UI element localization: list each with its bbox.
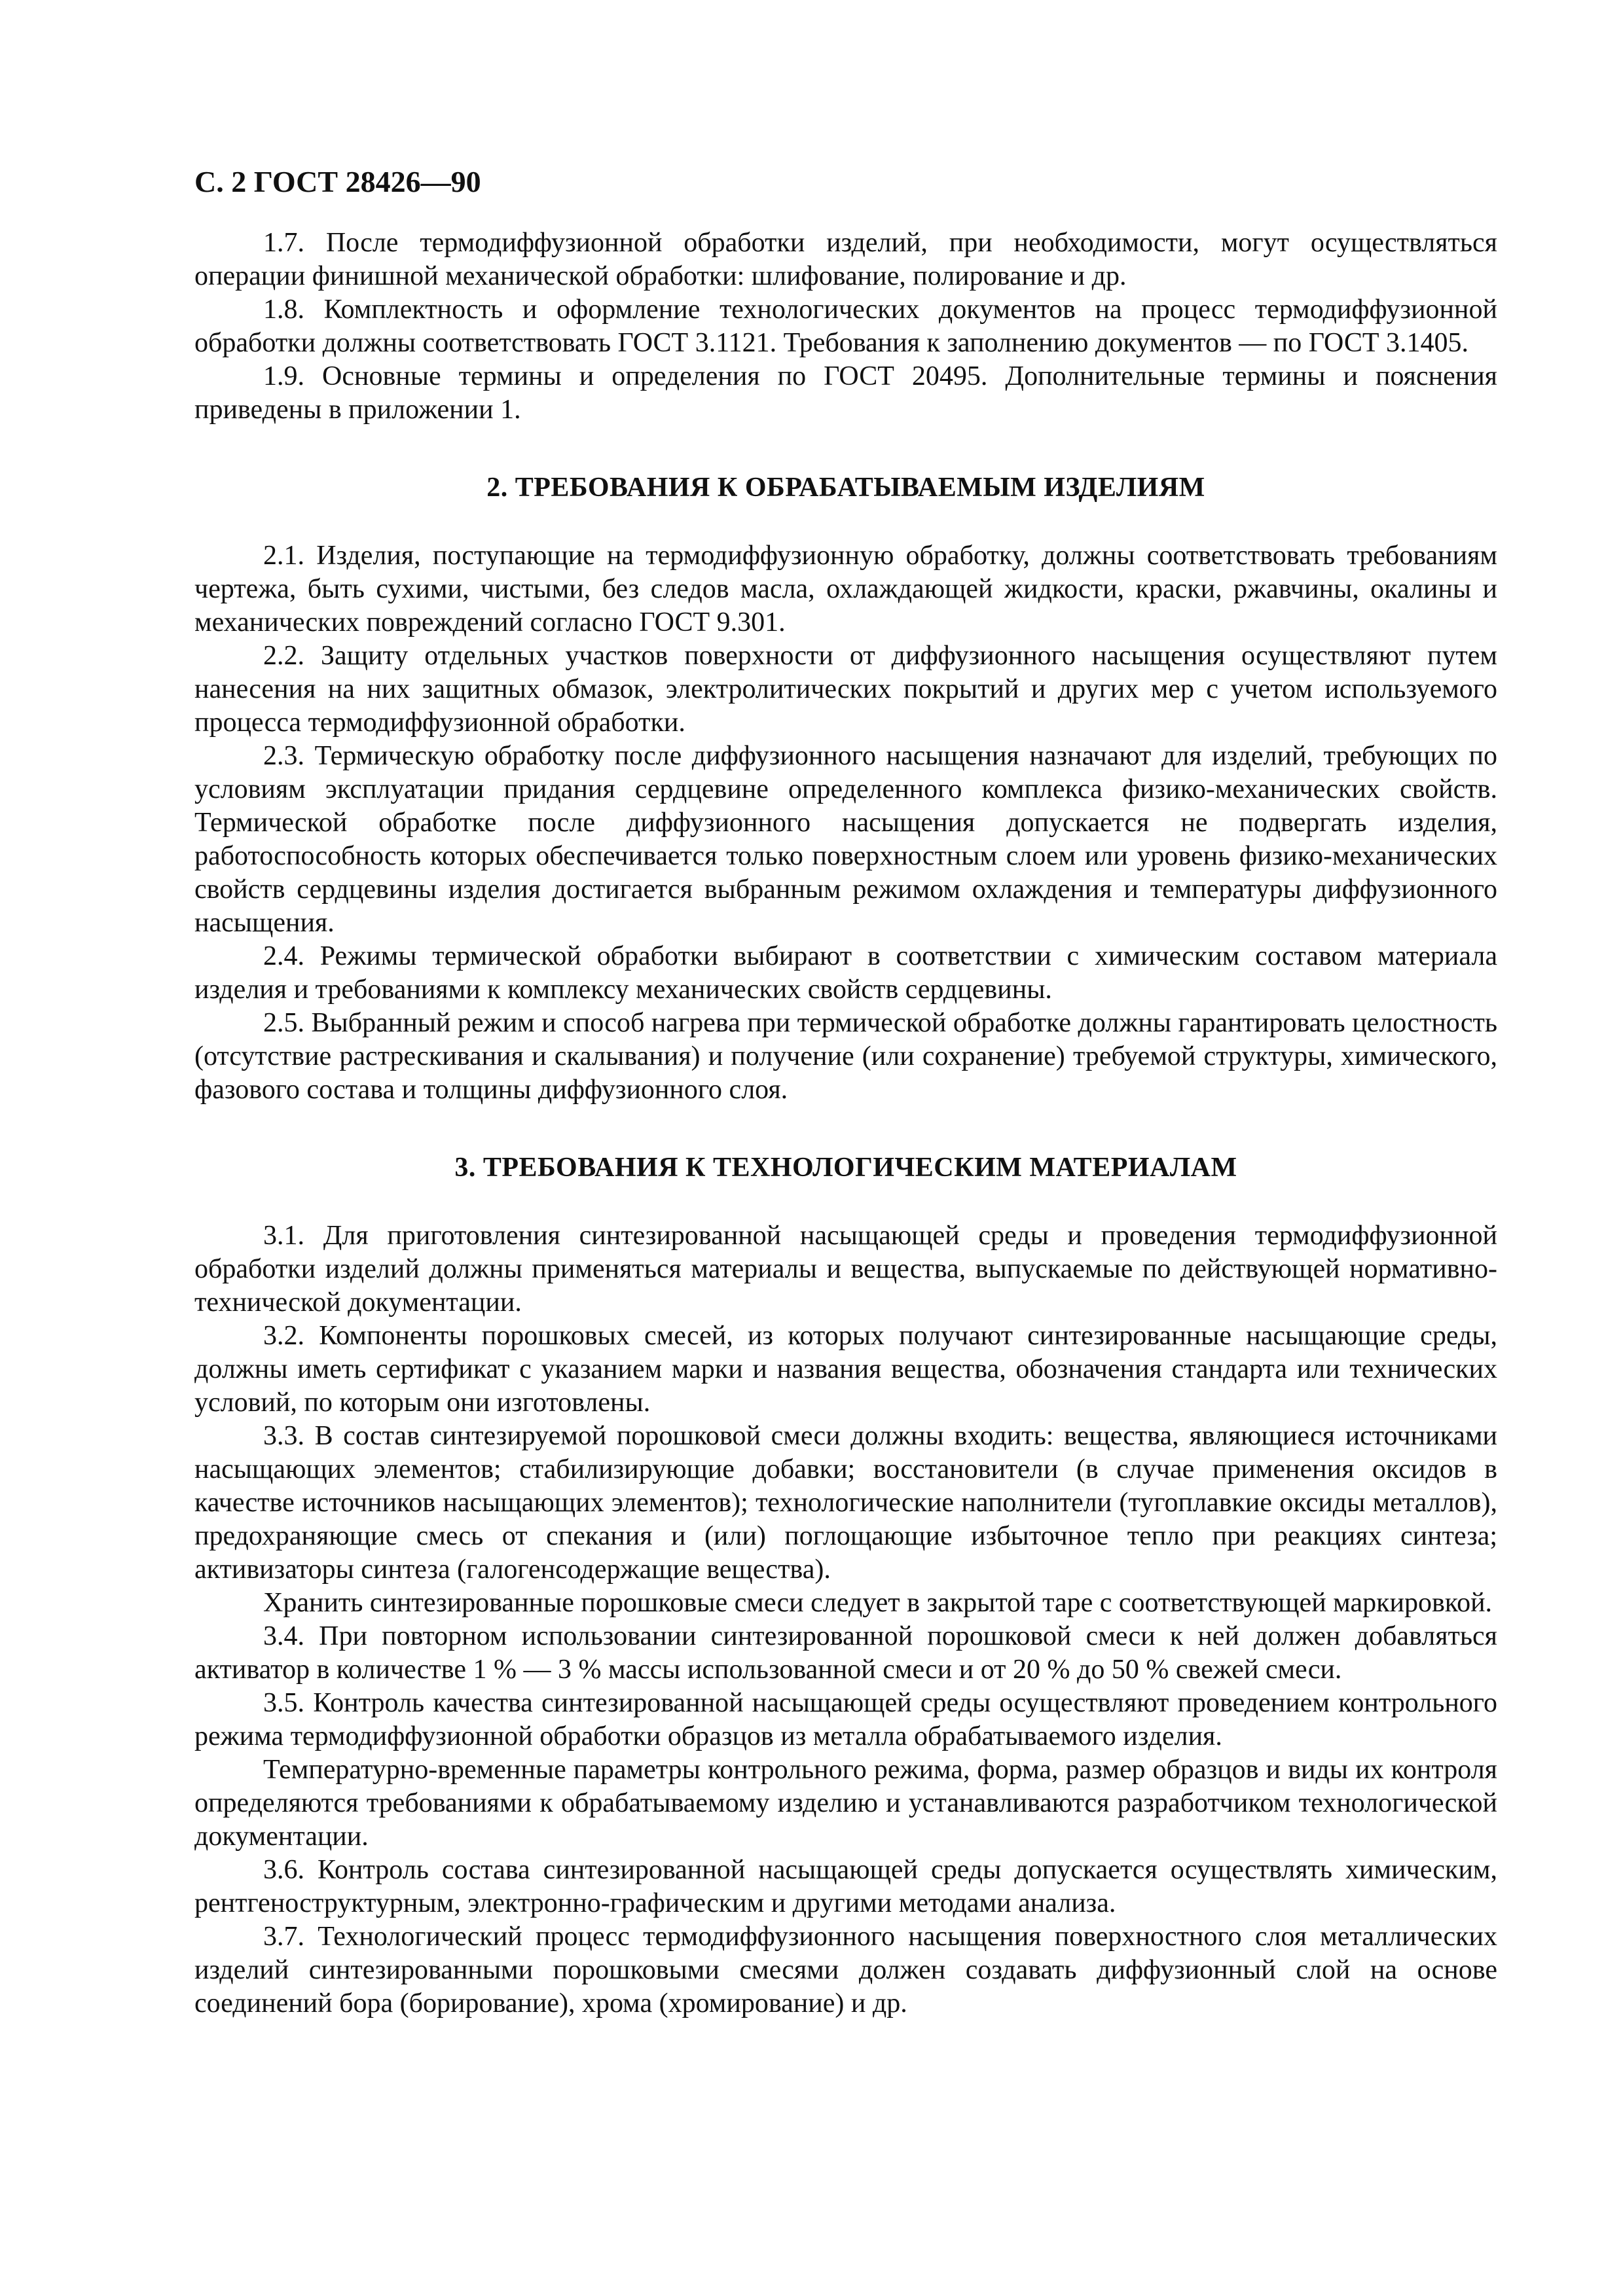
paragraph-3-5: 3.5. Контроль качества синтезированной насыщающей среды осуществляют проведением контрольного режима термодиффузионной обработки образцов из металла обрабатываемого изделия. — [194, 1688, 1497, 1751]
paragraph-2-4: 2.4. Режимы термической обработки выбирают в соответствии с химическим составом материала изделия и требованиями к комплексу механических свойств сердцевины. — [194, 941, 1497, 1005]
paragraph-2-2: 2.2. Защиту отдельных участков поверхности от диффузионного насыщения осуществляют путем нанесения на них защитных обмазок, электролитических покрытий и других мер с учетом используемого процесса термодиффузионной обработки. — [194, 641, 1497, 738]
paragraph-1-9: 1.9. Основные термины и определения по ГОСТ 20495. Дополнительные термины и пояснения приведены в приложении 1. — [194, 361, 1497, 425]
page-header: С. 2 ГОСТ 28426—90 — [194, 165, 481, 198]
section-title-3: 3. ТРЕБОВАНИЯ К ТЕХНОЛОГИЧЕСКИМ МАТЕРИАЛАМ — [454, 1153, 1237, 1183]
paragraph-3-6: 3.6. Контроль состава синтезированной насыщающей среды допускается осуществлять химическим, рентгеноструктурным, электронно-графическим и другими методами анализа. — [194, 1855, 1497, 1918]
paragraph-3-3: 3.3. В состав синтезируемой порошковой смеси должны входить: вещества, являющиеся источниками насыщающих элементов; стабилизирующие добавки; восстановители (в случае применения оксидов в качестве источников насыщающих элементов); технологические наполнители (тугоплавкие оксиды металлов), предохраняющие смесь от спекания и (или) поглощающие избыточное тепло при реакциях синтеза; активизаторы синтеза (галогенсодержащие вещества). — [194, 1421, 1497, 1585]
paragraph-2-3: 2.3. Термическую обработку после диффузионного насыщения назначают для изделий, требующих по условиям эксплуатации придания сердцевине определенного комплекса физико-механических свойств. Термической обработке после диффузионного насыщения допускается не подвергать изделия, работоспособность которых обеспечивается только поверхностным слоем или уровень физико-механических свойств сердцевины изделия достигается выбранным режимом охлаждения и температуры диффузионного насыщения. — [194, 741, 1497, 938]
paragraph-2-1: 2.1. Изделия, поступающие на термодиффузионную обработку, должны соответствовать требованиям чертежа, быть сухими, чистыми, без следов масла, охлаждающей жидкости, краски, ржавчины, окалины и механических повреждений согласно ГОСТ 9.301. — [194, 541, 1497, 637]
paragraph-3-5-params: Температурно-временные параметры контрольного режима, форма, размер образцов и виды их контроля определяются требованиями к обрабатываемому изделию и устанавливаются разработчиком технологической документации. — [194, 1755, 1497, 1852]
paragraph-3-4: 3.4. При повторном использовании синтезированной порошковой смеси к ней должен добавляться активатор в количестве 1 % — 3 % массы использованной смеси и от 20 % до 50 % свежей смеси. — [194, 1621, 1497, 1685]
section-title-2: 2. ТРЕБОВАНИЯ К ОБРАБАТЫВАЕМЫМ ИЗДЕЛИЯМ — [486, 473, 1205, 503]
paragraph-3-1: 3.1. Для приготовления синтезированной насыщающей среды и проведения термодиффузионной обработки изделий должны применяться материалы и вещества, выпускаемые по действующей нормативно-технической документации. — [194, 1221, 1497, 1318]
paragraph-3-7: 3.7. Технологический процесс термодиффузионного насыщения поверхностного слоя металлических изделий синтезированными порошковыми смесями должен создавать диффузионный слой на основе соединений бора (борирование), хрома (хромирование) и др. — [194, 1922, 1497, 2018]
paragraph-2-5: 2.5. Выбранный режим и способ нагрева при термической обработке должны гарантировать целостность (отсутствие растрескивания и скалывания) и получение (или сохранение) требуемой структуры, химического, фазового состава и толщины диффузионного слоя. — [194, 1008, 1497, 1105]
paragraph-1-8: 1.8. Комплектность и оформление технологических документов на процесс термодиффузионной обработки должны соответствовать ГОСТ 3.1121. Требования к заполнению документов — по ГОСТ 3.1405. — [194, 295, 1497, 358]
document-page — [194, 164, 1497, 2020]
paragraph-3-3-storage: Хранить синтезированные порошковые смеси следует в закрытой таре с соответствующей маркировкой. — [263, 1588, 1493, 1618]
paragraph-1-7: 1.7. После термодиффузионной обработки изделий, при необходимости, могут осуществляться операции финишной механической обработки: шлифование, полирование и др. — [194, 228, 1497, 291]
paragraph-3-2: 3.2. Компоненты порошковых смесей, из которых получают синтезированные насыщающие среды, должны иметь сертификат с указанием марки и названия вещества, обозначения стандарта или технических условий, по которым они изготовлены. — [194, 1321, 1497, 1418]
